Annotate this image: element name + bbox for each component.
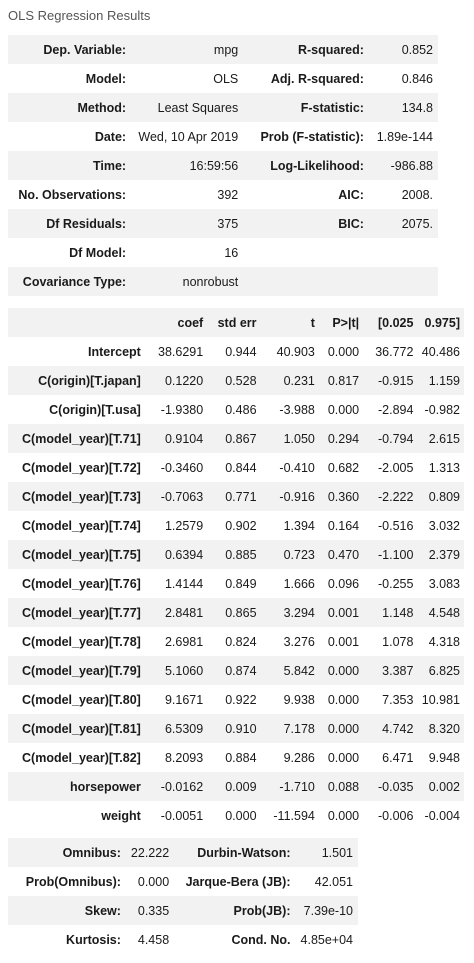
coef-value: 0.009	[207, 772, 260, 801]
coef-value: -0.0051	[145, 801, 207, 830]
coef-value: -3.988	[261, 395, 319, 424]
coef-value: 3.387	[363, 656, 417, 685]
summary-label: Method:	[8, 93, 131, 122]
summary-value: 0.852	[369, 35, 438, 64]
coef-value: 9.286	[261, 743, 319, 772]
summary-value: 375	[131, 209, 243, 238]
coef-value: 0.000	[319, 685, 363, 714]
coef-term-name: C(model_year)[T.82]	[8, 743, 145, 772]
coef-value: 6.5309	[145, 714, 207, 743]
diagnostics-row	[8, 925, 358, 954]
coef-value: 0.849	[207, 569, 260, 598]
coef-value: 0.865	[207, 598, 260, 627]
diagnostics-table	[8, 838, 358, 954]
coef-value: 0.9104	[145, 424, 207, 453]
coef-row	[8, 598, 464, 627]
summary-label: F-statistic:	[243, 93, 369, 122]
model-summary-table	[8, 35, 438, 296]
coef-value: 9.1671	[145, 685, 207, 714]
coef-value: 38.6291	[145, 337, 207, 366]
diagnostics-label: Skew:	[8, 896, 126, 925]
coef-value: 6.471	[363, 743, 417, 772]
coef-value: 7.353	[363, 685, 417, 714]
summary-label: R-squared:	[243, 35, 369, 64]
summary-value: -986.88	[369, 151, 438, 180]
summary-value: 2075.	[369, 209, 438, 238]
diagnostics-value: 7.39e-10	[296, 896, 359, 925]
coef-term-name: C(model_year)[T.81]	[8, 714, 145, 743]
coef-value: 0.910	[207, 714, 260, 743]
coef-value: -11.594	[261, 801, 319, 830]
summary-value: 2008.	[369, 180, 438, 209]
coef-term-name: C(model_year)[T.80]	[8, 685, 145, 714]
results-caption: OLS Regression Results	[8, 8, 151, 23]
summary-value: 16:59:56	[131, 151, 243, 180]
summary-label: No. Observations:	[8, 180, 131, 209]
diagnostics-value: 22.222	[126, 838, 174, 867]
coef-row	[8, 424, 464, 453]
coef-column-header: 0.975]	[417, 308, 464, 337]
coef-term-name: C(model_year)[T.77]	[8, 598, 145, 627]
coef-value: 0.884	[207, 743, 260, 772]
coef-value: 0.682	[319, 453, 363, 482]
coef-value: 0.000	[319, 714, 363, 743]
coef-value: 0.000	[319, 743, 363, 772]
coef-row	[8, 714, 464, 743]
diagnostics-label: Prob(JB):	[174, 896, 295, 925]
coef-value: 40.486	[417, 337, 464, 366]
coef-value: -0.516	[363, 511, 417, 540]
coef-value: 0.771	[207, 482, 260, 511]
coef-value: 0.000	[319, 656, 363, 685]
coef-value: -1.710	[261, 772, 319, 801]
coef-column-header: t	[261, 308, 319, 337]
coef-value: 0.360	[319, 482, 363, 511]
coef-value: 0.944	[207, 337, 260, 366]
coef-value: -0.7063	[145, 482, 207, 511]
coef-row	[8, 569, 464, 598]
coef-row	[8, 395, 464, 424]
coef-value: 0.164	[319, 511, 363, 540]
coef-value: -0.004	[417, 801, 464, 830]
summary-value: 134.8	[369, 93, 438, 122]
coef-term-name: horsepower	[8, 772, 145, 801]
coef-value: 40.903	[261, 337, 319, 366]
coef-row	[8, 685, 464, 714]
diagnostics-row	[8, 896, 358, 925]
coef-value: 0.809	[417, 482, 464, 511]
coef-value: 0.000	[319, 395, 363, 424]
coef-term-name: weight	[8, 801, 145, 830]
coef-value: 1.313	[417, 453, 464, 482]
summary-label	[243, 267, 369, 296]
coef-column-header: std err	[207, 308, 260, 337]
coef-term-name: C(model_year)[T.71]	[8, 424, 145, 453]
coef-value: 1.394	[261, 511, 319, 540]
summary-value: Wed, 10 Apr 2019	[131, 122, 243, 151]
coef-value: 6.825	[417, 656, 464, 685]
coef-value: 0.885	[207, 540, 260, 569]
summary-value: Least Squares	[131, 93, 243, 122]
coef-term-name: C(model_year)[T.73]	[8, 482, 145, 511]
coef-column-header: coef	[145, 308, 207, 337]
coef-value: 1.4144	[145, 569, 207, 598]
coef-value: 7.178	[261, 714, 319, 743]
diagnostics-value: 42.051	[296, 867, 359, 896]
coef-value: 1.050	[261, 424, 319, 453]
coef-term-name: C(model_year)[T.74]	[8, 511, 145, 540]
diagnostics-row	[8, 838, 358, 867]
coef-value: 0.096	[319, 569, 363, 598]
coef-row	[8, 772, 464, 801]
coef-value: -2.005	[363, 453, 417, 482]
summary-label: Df Residuals:	[8, 209, 131, 238]
summary-label: Time:	[8, 151, 131, 180]
coef-value: -0.006	[363, 801, 417, 830]
coef-row	[8, 743, 464, 772]
coef-header-row	[8, 308, 464, 337]
coef-value: 10.981	[417, 685, 464, 714]
summary-value: 0.846	[369, 64, 438, 93]
summary-row	[8, 180, 438, 209]
coef-value: 0.088	[319, 772, 363, 801]
coef-value: 0.000	[207, 801, 260, 830]
summary-value: 1.89e-144	[369, 122, 438, 151]
summary-label: Log-Likelihood:	[243, 151, 369, 180]
coef-value: 9.948	[417, 743, 464, 772]
coef-value: 1.2579	[145, 511, 207, 540]
coef-row	[8, 627, 464, 656]
coef-value: 0.231	[261, 366, 319, 395]
diagnostics-label: Cond. No.	[174, 925, 295, 954]
summary-row	[8, 267, 438, 296]
coef-value: 1.078	[363, 627, 417, 656]
diagnostics-label: Kurtosis:	[8, 925, 126, 954]
coef-value: 0.002	[417, 772, 464, 801]
coef-value: 3.032	[417, 511, 464, 540]
coef-term-name: C(origin)[T.japan]	[8, 366, 145, 395]
summary-row	[8, 238, 438, 267]
coef-value: 0.844	[207, 453, 260, 482]
summary-label: Df Model:	[8, 238, 131, 267]
coef-value: 1.666	[261, 569, 319, 598]
coef-value: 4.548	[417, 598, 464, 627]
coefficients-table	[8, 308, 464, 830]
coef-value: 0.867	[207, 424, 260, 453]
diagnostics-value: 4.85e+04	[296, 925, 359, 954]
coef-value: -0.035	[363, 772, 417, 801]
coef-column-header: [0.025	[363, 308, 417, 337]
summary-value: mpg	[131, 35, 243, 64]
coef-value: 0.486	[207, 395, 260, 424]
summary-label: BIC:	[243, 209, 369, 238]
summary-value: nonrobust	[131, 267, 243, 296]
summary-value: 392	[131, 180, 243, 209]
coef-value: -0.255	[363, 569, 417, 598]
coef-column-header: P>|t|	[319, 308, 363, 337]
diagnostics-value: 4.458	[126, 925, 174, 954]
coef-row	[8, 511, 464, 540]
coef-row	[8, 337, 464, 366]
summary-label: Date:	[8, 122, 131, 151]
coef-value: 0.902	[207, 511, 260, 540]
coef-value: 8.320	[417, 714, 464, 743]
coef-value: 0.6394	[145, 540, 207, 569]
coef-value: 36.772	[363, 337, 417, 366]
summary-label: Covariance Type:	[8, 267, 131, 296]
coef-value: 0.817	[319, 366, 363, 395]
coef-term-name: C(origin)[T.usa]	[8, 395, 145, 424]
summary-label: Model:	[8, 64, 131, 93]
coef-value: 5.1060	[145, 656, 207, 685]
coef-value: 2.8481	[145, 598, 207, 627]
coef-value: 0.001	[319, 627, 363, 656]
summary-label: Adj. R-squared:	[243, 64, 369, 93]
coef-term-name: C(model_year)[T.75]	[8, 540, 145, 569]
coef-value: 3.276	[261, 627, 319, 656]
coef-value: 2.6981	[145, 627, 207, 656]
coef-row	[8, 366, 464, 395]
coef-value: -0.916	[261, 482, 319, 511]
coef-value: 2.379	[417, 540, 464, 569]
diagnostics-value: 0.000	[126, 867, 174, 896]
coef-value: 0.001	[319, 598, 363, 627]
coef-value: -1.100	[363, 540, 417, 569]
summary-value: OLS	[131, 64, 243, 93]
summary-label	[243, 238, 369, 267]
coef-value: 4.318	[417, 627, 464, 656]
coef-value: 1.159	[417, 366, 464, 395]
summary-row	[8, 209, 438, 238]
coef-row	[8, 656, 464, 685]
summary-label: Prob (F-statistic):	[243, 122, 369, 151]
coef-value: -0.794	[363, 424, 417, 453]
coef-term-name: C(model_year)[T.78]	[8, 627, 145, 656]
coef-value: 5.842	[261, 656, 319, 685]
coef-value: 0.922	[207, 685, 260, 714]
diagnostics-label: Omnibus:	[8, 838, 126, 867]
coef-value: 0.294	[319, 424, 363, 453]
coef-value: 0.000	[319, 337, 363, 366]
coef-value: -0.915	[363, 366, 417, 395]
coef-value: 0.874	[207, 656, 260, 685]
coef-value: -0.0162	[145, 772, 207, 801]
diagnostics-label: Jarque-Bera (JB):	[174, 867, 295, 896]
diagnostics-value: 0.335	[126, 896, 174, 925]
coef-value: -1.9380	[145, 395, 207, 424]
coef-row	[8, 482, 464, 511]
summary-value: 16	[131, 238, 243, 267]
summary-row	[8, 151, 438, 180]
coef-value: 0.723	[261, 540, 319, 569]
coef-row	[8, 540, 464, 569]
coef-value: -0.982	[417, 395, 464, 424]
diagnostics-label: Prob(Omnibus):	[8, 867, 126, 896]
diagnostics-value: 1.501	[296, 838, 359, 867]
summary-label: Dep. Variable:	[8, 35, 131, 64]
coef-value: -0.410	[261, 453, 319, 482]
coef-column-header	[8, 308, 145, 337]
coef-value: 0.528	[207, 366, 260, 395]
coef-value: -2.222	[363, 482, 417, 511]
coef-value: 3.294	[261, 598, 319, 627]
coef-value: 0.000	[319, 801, 363, 830]
coef-term-name: C(model_year)[T.79]	[8, 656, 145, 685]
coef-value: -0.3460	[145, 453, 207, 482]
summary-value	[369, 267, 438, 296]
summary-row	[8, 35, 438, 64]
coef-value: 0.470	[319, 540, 363, 569]
coef-term-name: C(model_year)[T.72]	[8, 453, 145, 482]
coef-value: 8.2093	[145, 743, 207, 772]
coef-value: 0.824	[207, 627, 260, 656]
coef-value: 0.1220	[145, 366, 207, 395]
coef-value: 1.148	[363, 598, 417, 627]
coef-value: 2.615	[417, 424, 464, 453]
coef-value: 3.083	[417, 569, 464, 598]
summary-value	[369, 238, 438, 267]
summary-row	[8, 122, 438, 151]
coef-term-name: C(model_year)[T.76]	[8, 569, 145, 598]
diagnostics-label: Durbin-Watson:	[174, 838, 295, 867]
summary-label: AIC:	[243, 180, 369, 209]
coef-value: 4.742	[363, 714, 417, 743]
coef-value: 9.938	[261, 685, 319, 714]
coef-value: -2.894	[363, 395, 417, 424]
summary-row	[8, 64, 438, 93]
diagnostics-row	[8, 867, 358, 896]
coef-row	[8, 453, 464, 482]
coef-term-name: Intercept	[8, 337, 145, 366]
summary-row	[8, 93, 438, 122]
coef-row	[8, 801, 464, 830]
